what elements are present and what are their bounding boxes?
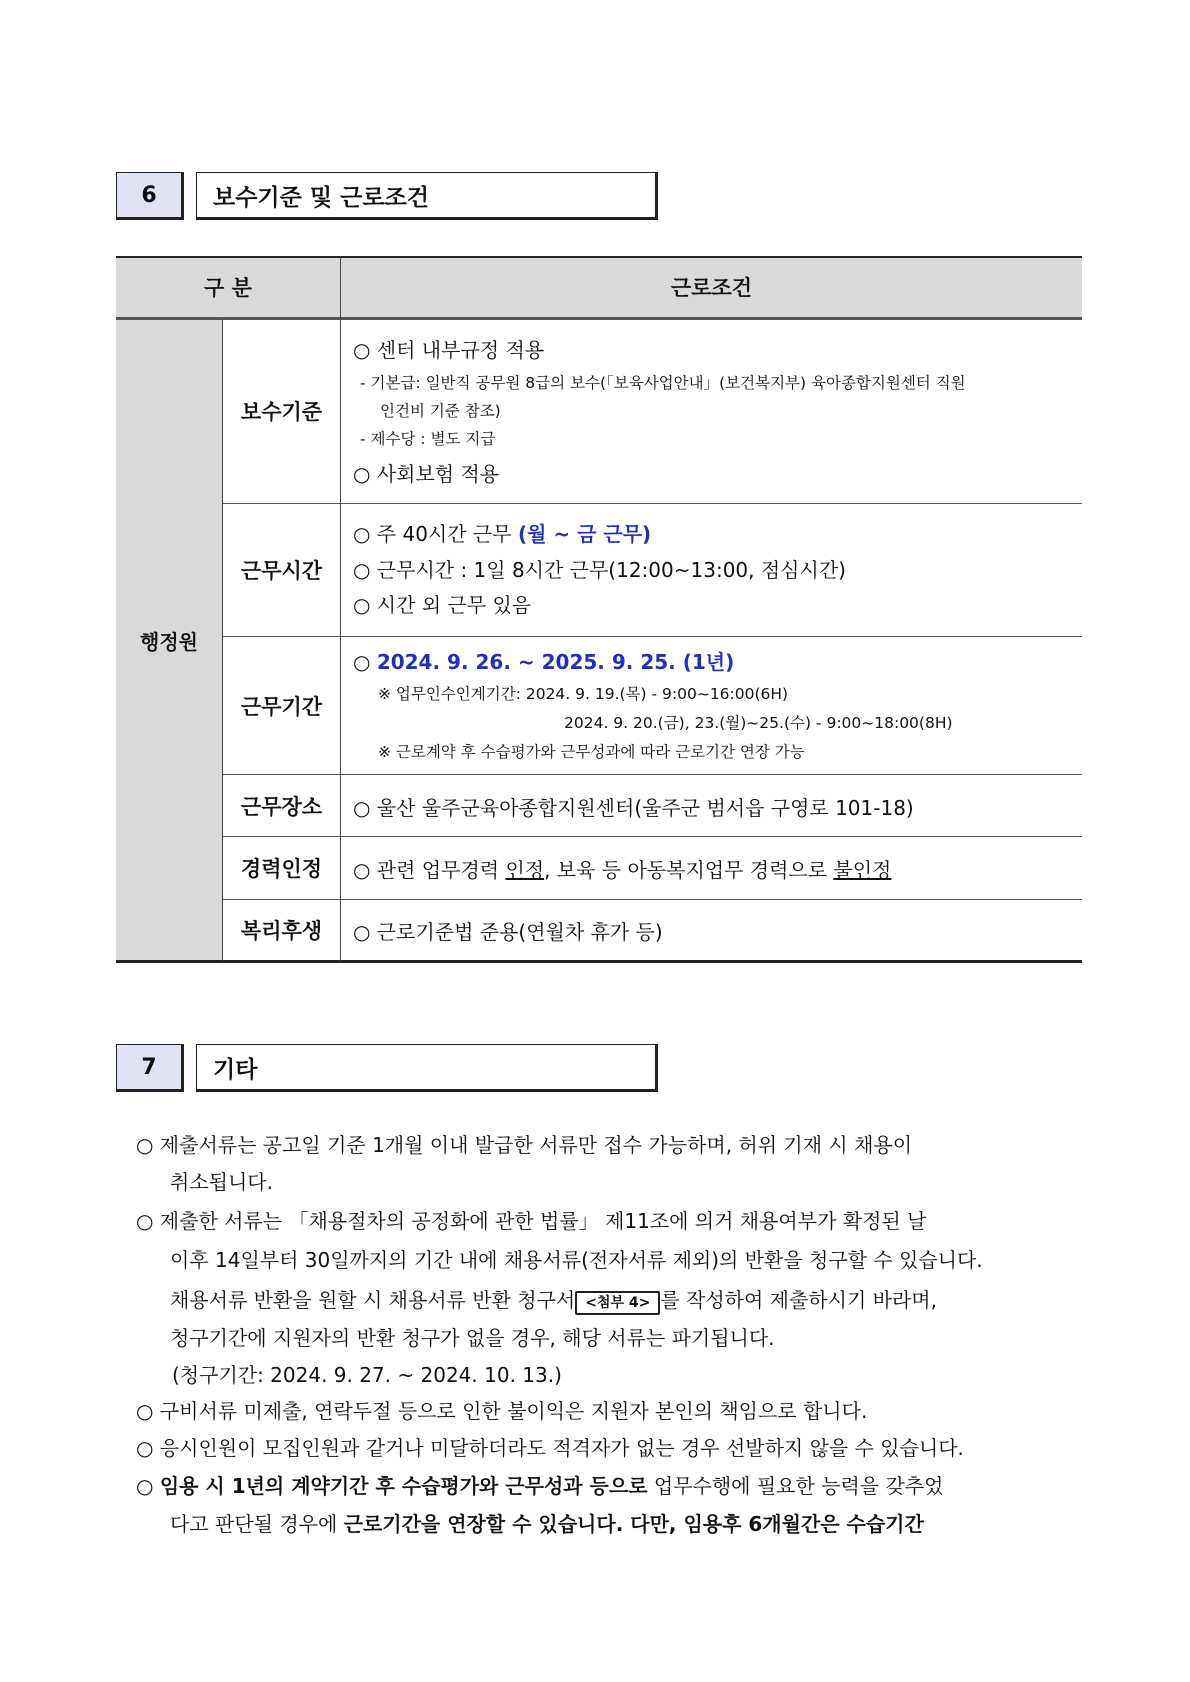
notice-2-line-3: 채용서류 반환을 원할 시 채용서류 반환 청구서 <첨부 4> 를 작성하여 제출하시기 바라며, [170, 1284, 1120, 1315]
row-divider [223, 503, 1082, 504]
header-category: 구 분 [204, 276, 252, 300]
notice-2-line-2: 이후 14일부터 30일까지의 기간 내에 채용서류(전자서류 제외)의 반환을 청구할 수 있습니다. [170, 1248, 983, 1272]
hours-line-3: ○ 시간 외 근무 있음 [353, 593, 532, 617]
period-line-1: ○ 2024. 9. 26. ~ 2025. 9. 25. (1년) [353, 650, 735, 674]
section-number: 6 [116, 172, 184, 220]
pay-line-2: - 기본급: 일반직 공무원 8급의 보수(「보육사업안내」(보건복지부) 육아종합지원센터 직원 [360, 374, 966, 392]
row-divider [223, 636, 1082, 637]
row-divider [223, 774, 1082, 775]
row-label-welfare: 복리후생 [240, 919, 323, 943]
notice-4: ○ 응시인원이 모집인원과 같거나 미달하더라도 적격자가 없는 경우 선발하지 않을 수 있습니다. [136, 1436, 964, 1460]
hours-line-2: ○ 근무시간 : 1일 8시간 근무(12:00~13:00, 점심시간) [353, 558, 846, 582]
pay-line-3: 인건비 기준 참조) [380, 402, 501, 420]
row-label-career: 경력인정 [240, 857, 323, 881]
row-label-place: 근무장소 [240, 794, 323, 819]
notice-1-line-2: 취소됩니다. [170, 1170, 273, 1194]
notice-1-line-1: ○ 제출서류는 공고일 기준 1개월 이내 발급한 서류만 접수 가능하며, 허위 기재 시 채용이 [136, 1133, 913, 1157]
row-label-period: 근무기간 [240, 694, 323, 719]
notice-5-line-2: 다고 판단될 경우에 근로기간을 연장할 수 있습니다. 다만, 임용후 6개월간은 수습기간 [170, 1512, 924, 1536]
notice-2-line-5: (청구기간: 2024. 9. 27. ~ 2024. 10. 13.) [172, 1363, 562, 1387]
working-conditions-table [116, 256, 1082, 966]
notice-3: ○ 구비서류 미제출, 연락두절 등으로 인한 불이익은 지원자 본인의 책임으로 합니다. [136, 1399, 868, 1423]
section-title: 기타 [196, 1044, 658, 1092]
attachment-badge: <첨부 4> [575, 1291, 660, 1315]
pay-line-1: ○ 센터 내부규정 적용 [353, 338, 545, 362]
period-line-4: ※ 근로계약 후 수습평가와 근무성과에 따라 근로기간 연장 가능 [378, 743, 805, 761]
row-label-pay: 보수기준 [240, 400, 323, 424]
table-bottom-border [116, 960, 1082, 963]
header-conditions: 근로조건 [670, 276, 753, 300]
notice-2-line-4: 청구기간에 지원자의 반환 청구가 없을 경우, 해당 서류는 파기됩니다. [170, 1326, 775, 1350]
section-number: 7 [116, 1044, 184, 1092]
pay-line-5: ○ 사회보험 적용 [353, 462, 500, 486]
welfare-line-1: ○ 근로기준법 준용(연월차 휴가 등) [353, 920, 663, 944]
row-divider [223, 899, 1082, 900]
row-divider [223, 836, 1082, 837]
notice-2-line-1: ○ 제출한 서류는 「채용절차의 공정화에 관한 법률」 제11조에 의거 채용여부가 확정된 날 [136, 1209, 927, 1233]
pay-line-4: - 제수당 : 별도 지급 [360, 430, 496, 448]
period-line-2: ※ 업무인수인계기간: 2024. 9. 19.(목) - 9:00~16:00(6H) [378, 685, 789, 703]
period-line-3: 2024. 9. 20.(금), 23.(월)~25.(수) - 9:00~18:00(8H) [564, 714, 953, 732]
notice-5-line-1: ○ 임용 시 1년의 계약기간 후 수습평가와 근무성과 등으로 업무수행에 필요한 능력을 갖추었 [136, 1474, 944, 1498]
career-line-1: ○ 관련 업무경력 인정, 보육 등 아동복지업무 경력으로 불인정 [353, 858, 892, 882]
column-divider [340, 256, 341, 961]
place-line-1: ○ 울산 울주군육아종합지원센터(울주군 범서읍 구영로 101-18) [353, 796, 914, 820]
row-label-hours: 근무시간 [240, 559, 323, 583]
category-label: 행정원 [140, 630, 198, 654]
section-title: 보수기준 및 근로조건 [196, 172, 658, 220]
hours-line-1: ○ 주 40시간 근무 (월 ~ 금 근무) [353, 522, 652, 546]
